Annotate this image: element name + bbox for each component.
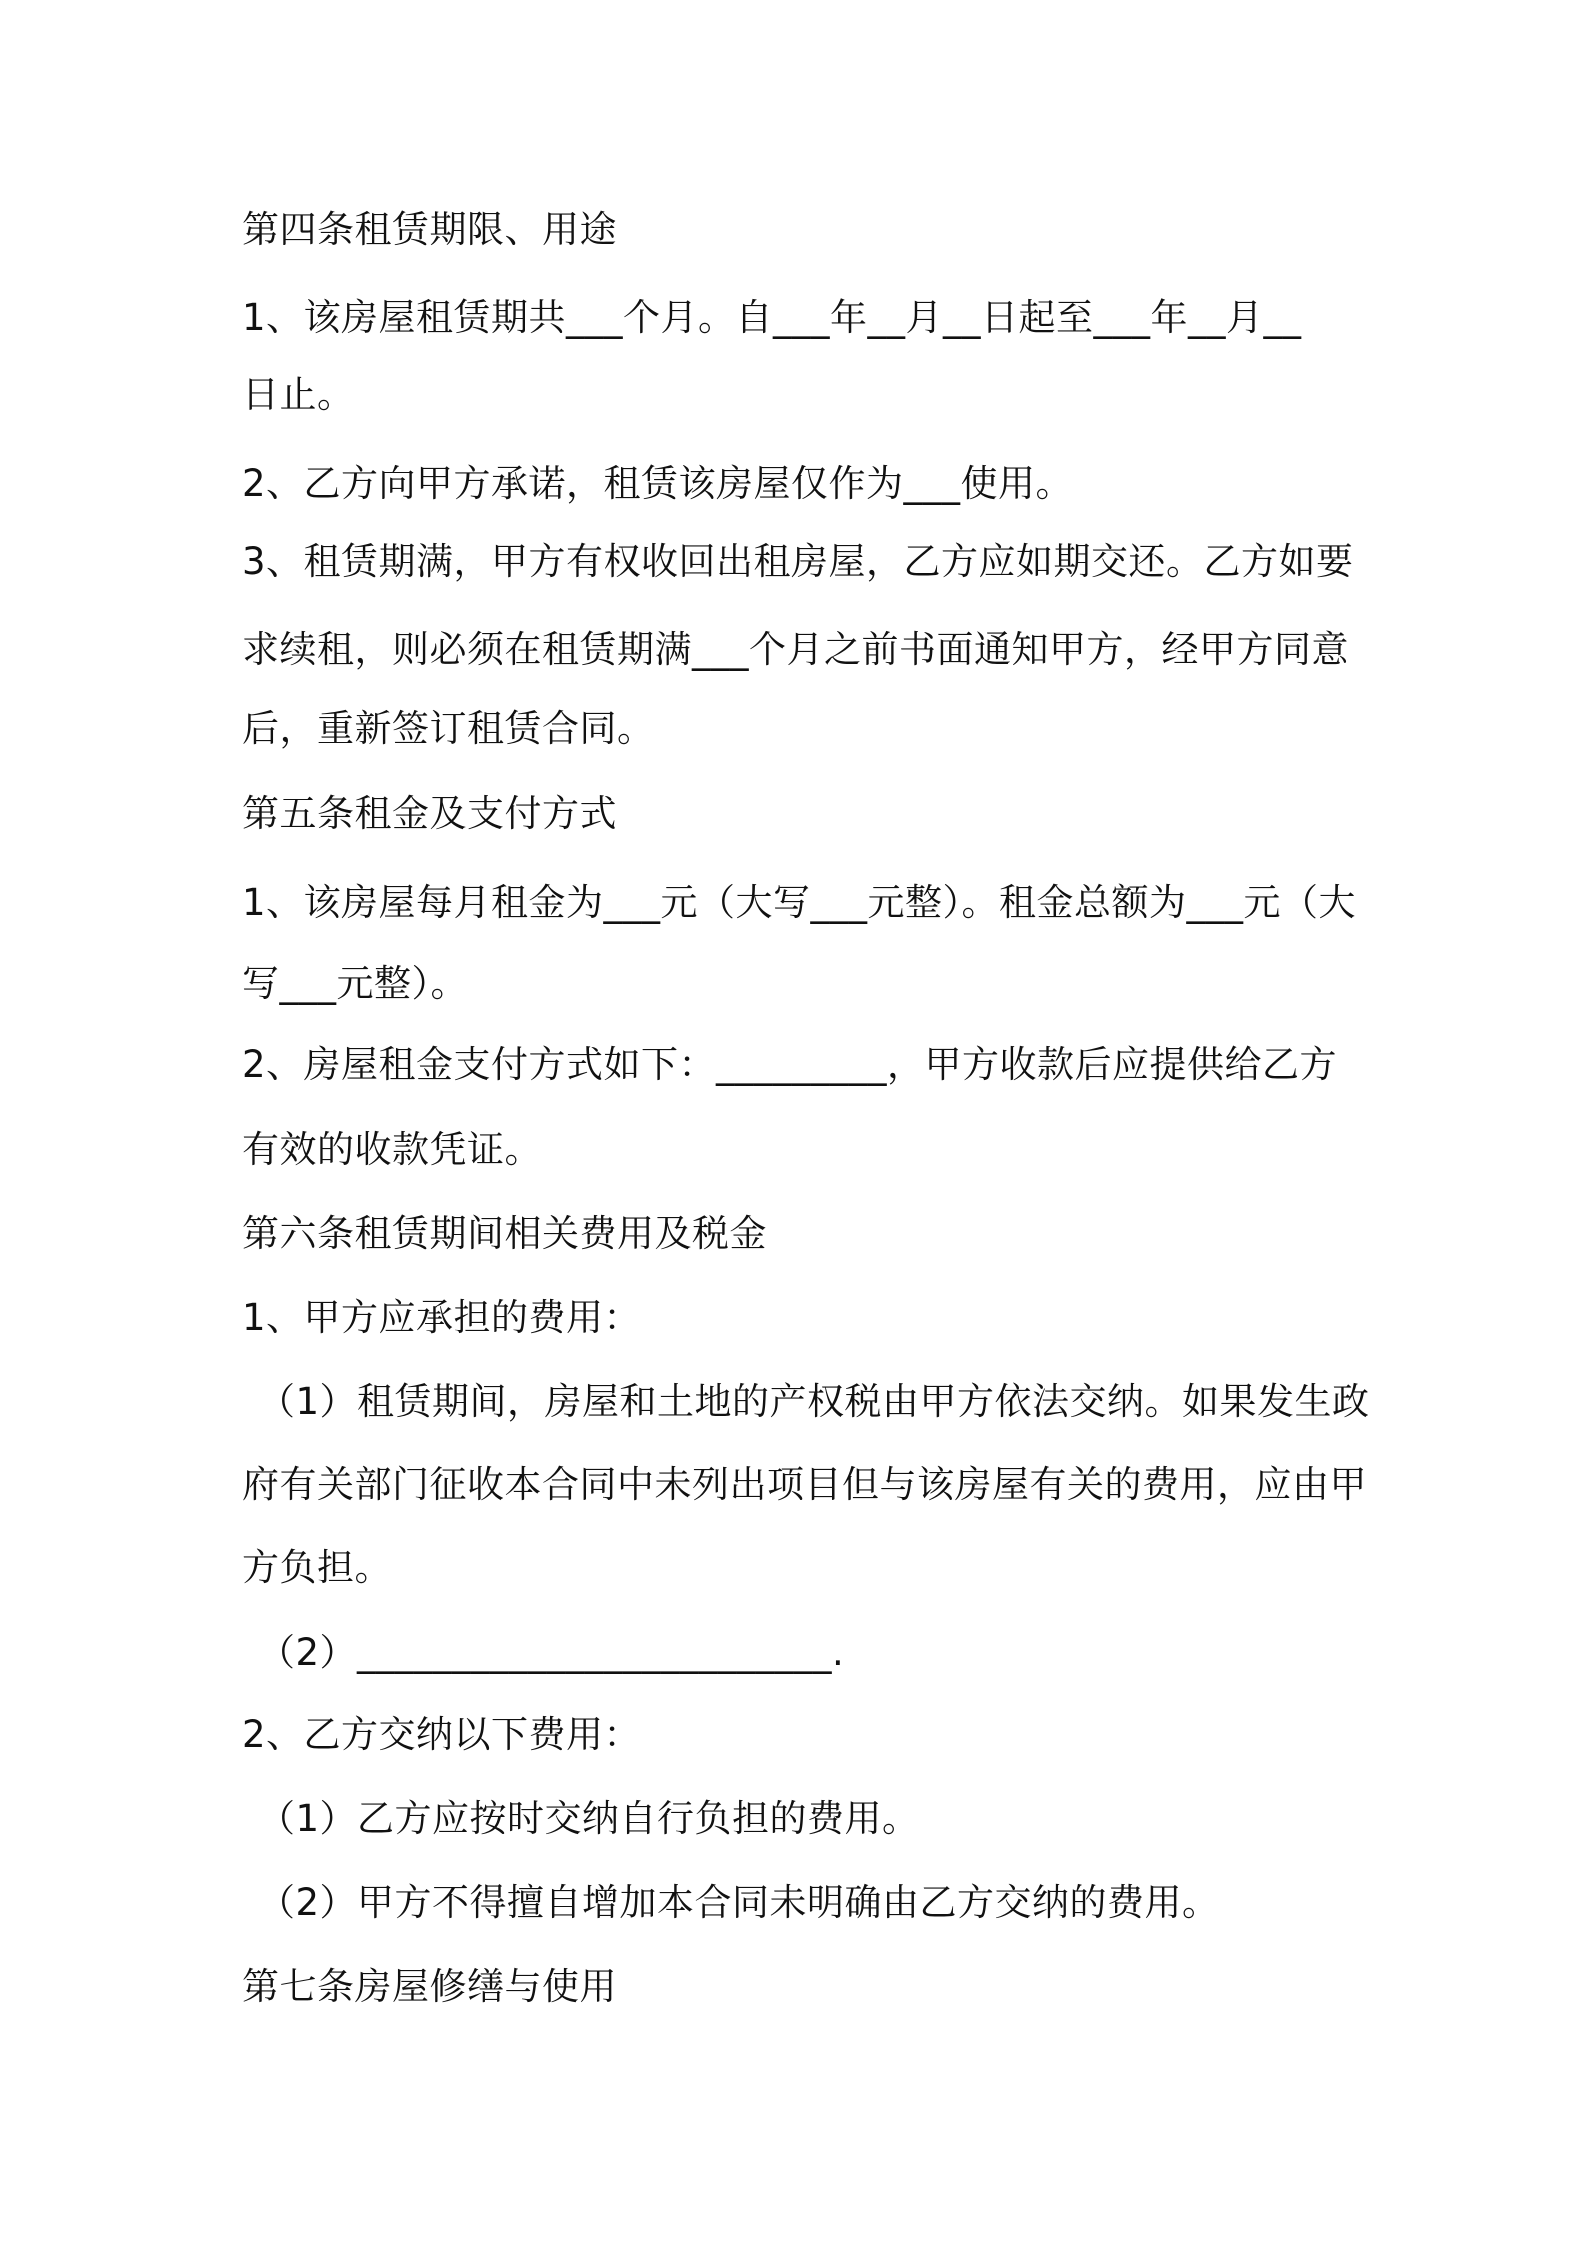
paragraph-line: 府有关部门征收本合同中未列出项目但与该房屋有关的费用，应由甲 (242, 1463, 1367, 1506)
paragraph-line: 2、乙方交纳以下费用： (242, 1713, 642, 1756)
paragraph-line: 1、该房屋租赁期共___个月。自___年__月__日起至___年__月__ (242, 296, 1302, 339)
paragraph-line: （2）_________________________. (258, 1631, 845, 1674)
section-heading-article-4: 第四条租赁期限、用途 (242, 208, 617, 251)
paragraph-line: 求续租，则必须在租赁期满___个月之前书面通知甲方，经甲方同意 (242, 628, 1349, 671)
paragraph-line: （1）租赁期间，房屋和土地的产权税由甲方依法交纳。如果发生政 (258, 1380, 1370, 1423)
section-heading-article-6: 第六条租赁期间相关费用及税金 (242, 1212, 767, 1255)
paragraph-line: 3、租赁期满，甲方有权收回出租房屋，乙方应如期交还。乙方如要 (242, 540, 1354, 583)
paragraph-line: （2）甲方不得擅自增加本合同未明确由乙方交纳的费用。 (258, 1881, 1220, 1924)
paragraph-line: 1、甲方应承担的费用： (242, 1296, 642, 1339)
paragraph-line: 方负担。 (242, 1546, 392, 1589)
paragraph-line: 写___元整）。 (242, 962, 468, 1005)
paragraph-line: 有效的收款凭证。 (242, 1128, 542, 1171)
paragraph-line: （1）乙方应按时交纳自行负担的费用。 (258, 1797, 920, 1840)
paragraph-line: 2、乙方向甲方承诺，租赁该房屋仅作为___使用。 (242, 462, 1074, 505)
section-heading-article-5: 第五条租金及支付方式 (242, 792, 617, 835)
paragraph-line: 后，重新签订租赁合同。 (242, 707, 655, 750)
paragraph-line: 2、房屋租金支付方式如下：_________，甲方收款后应提供给乙方 (242, 1043, 1338, 1086)
section-heading-article-7: 第七条房屋修缮与使用 (242, 1965, 617, 2008)
paragraph-line: 1、该房屋每月租金为___元（大写___元整）。租金总额为___元（大 (242, 881, 1357, 924)
paragraph-line: 日止。 (242, 373, 355, 416)
